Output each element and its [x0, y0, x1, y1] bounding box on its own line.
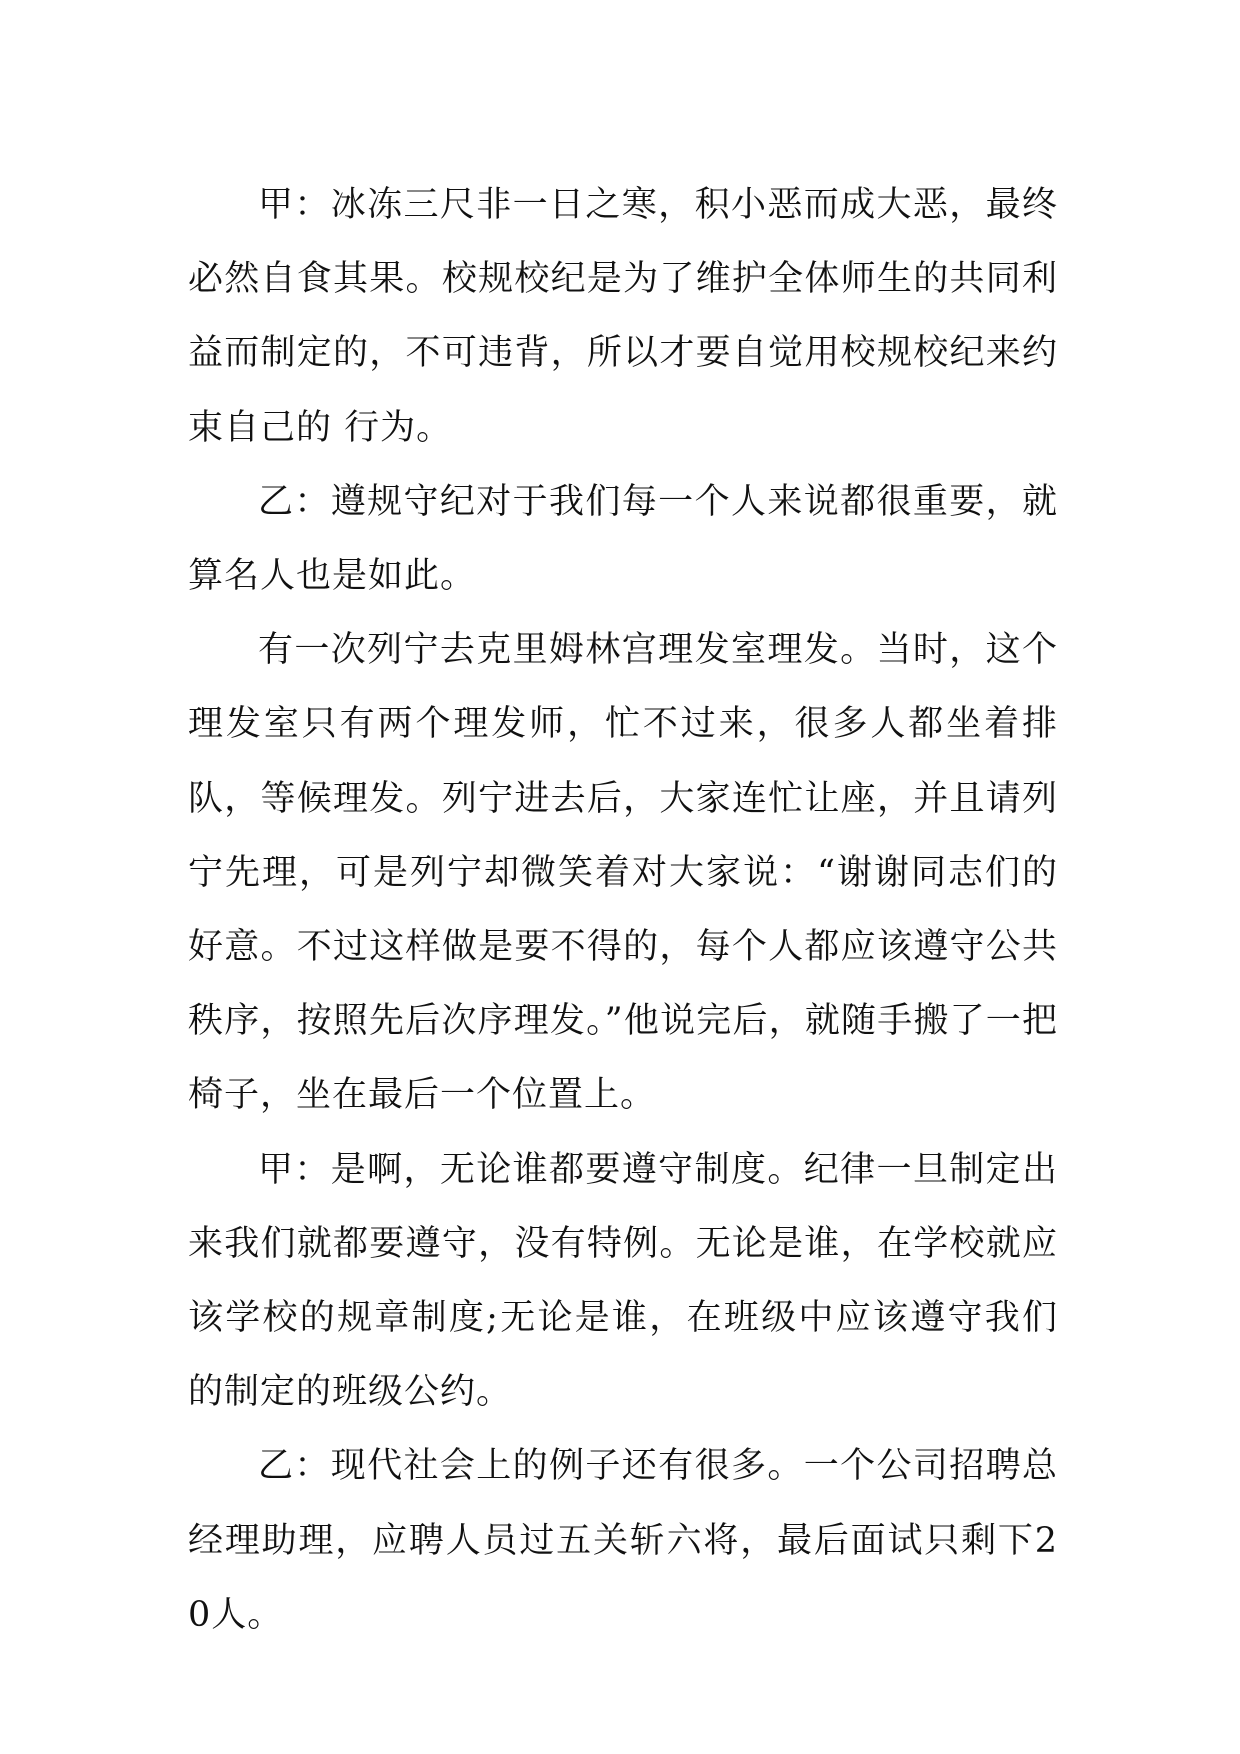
document-body	[188, 168, 1058, 1652]
paragraph-1: 甲：冰冻三尺非一日之寒，积小恶而成大恶，最终必然自食其果。校规校纪是为了维护全体师生的共同利益而制定的，不可违背，所以才要自觉用校规校纪来约束自己的 行为。	[188, 185, 1058, 448]
paragraph-5: 乙：现代社会上的例子还有很多。一个公司招聘总经理助理，应聘人员过五关斩六将，最后面试只剩下20人。	[188, 1446, 1058, 1635]
paragraph-2: 乙：遵规守纪对于我们每一个人来说都很重要，就算名人也是如此。	[188, 481, 1058, 597]
paragraph-4: 甲：是啊，无论谁都要遵守制度。纪律一旦制定出来我们就都要遵守，没有特例。无论是谁，在学校就应该学校的规章制度;无论是谁，在班级中应该遵守我们的制定的班级公约。	[188, 1149, 1058, 1413]
paragraph-3: 有一次列宁去克里姆林宫理发室理发。当时，这个理发室只有两个理发师，忙不过来，很多人都坐着排队，等候理发。列宁进去后，大家连忙让座，并且请列宁先理，可是列宁却微笑着对大家说：“谢谢同志们的好意。不过这样做是要不得的，每个人都应该遵守公共秩序，按照先后次序理发。”他说完后，就随手搬了一把椅子，坐在最后一个位置上。	[188, 630, 1058, 1116]
